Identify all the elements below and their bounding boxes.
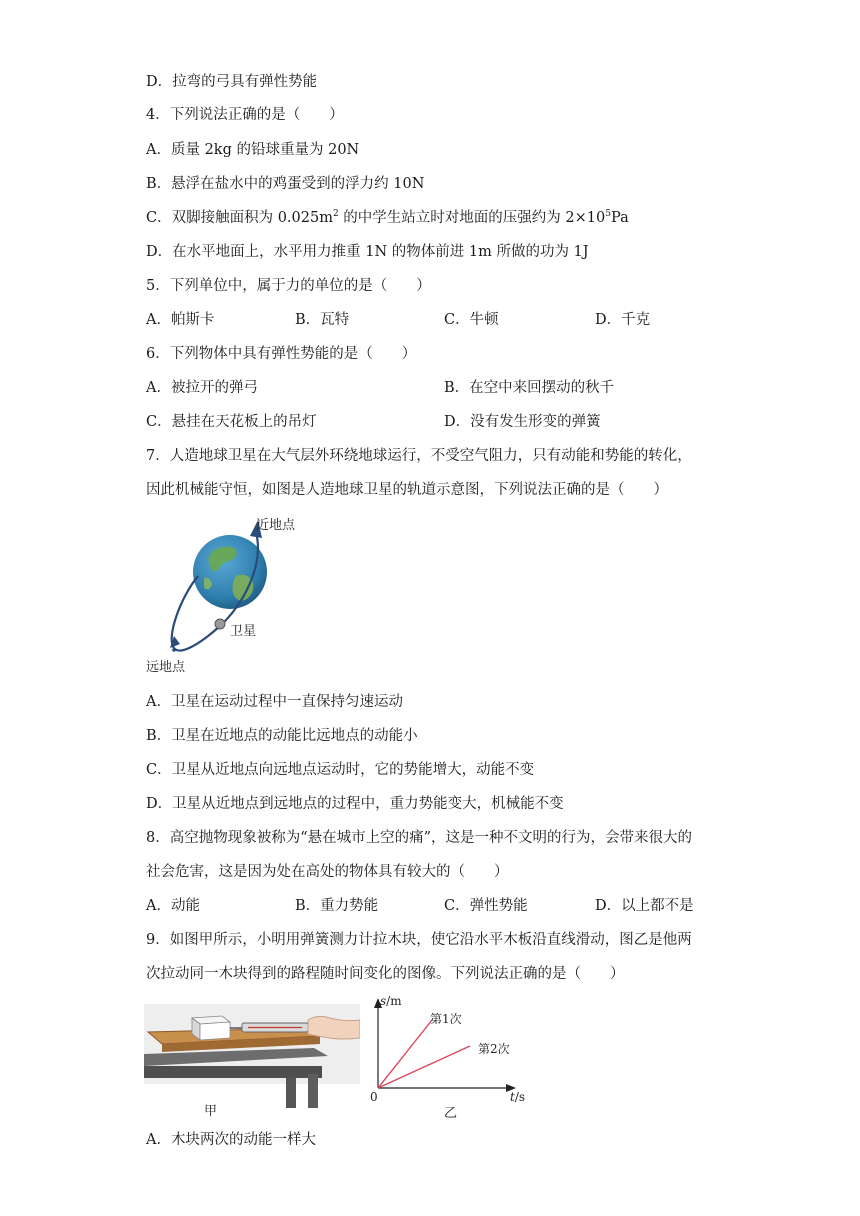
q6-option-b: B．在空中来回摆动的秋千: [444, 380, 615, 396]
table-edge: [144, 1066, 322, 1078]
figure-a-drawing: [144, 1004, 360, 1122]
q5-option-a: A．帕斯卡: [146, 312, 215, 328]
q5-option-d: D．千克: [595, 312, 651, 328]
q4-option-b: B．悬浮在盐水中的鸡蛋受到的浮力约 10N: [146, 176, 425, 192]
wood-block-front: [200, 1022, 230, 1040]
figure-a-spring-scale: [144, 1004, 360, 1122]
q8-option-a: A．动能: [146, 898, 200, 914]
satellite-orbit-figure: [140, 508, 320, 678]
satellite-orbit-diagram: [140, 508, 320, 678]
series-label-1: 第1次: [430, 1012, 462, 1026]
q8-option-b: B．重力势能: [295, 898, 379, 914]
origin-label: 0: [370, 1090, 378, 1104]
q8-stem-line2: 社会危害，这是因为处在高处的物体具有较大的（ ）: [146, 864, 509, 880]
q6-option-a: A．被拉开的弹弓: [146, 380, 258, 396]
q4-option-d: D．在水平地面上，水平用力推重 1N 的物体前进 1m 所做的功为 1J: [146, 244, 589, 260]
q4-option-a: A．质量 2kg 的铅球重量为 20N: [146, 142, 360, 158]
q4-option-c: [146, 208, 629, 228]
q6-stem: 6．下列物体中具有弹性势能的是（ ）: [146, 346, 417, 362]
q4-option-c-part2: 的中学生站立时对地面的压强约为 2×10: [338, 210, 606, 226]
table-leg-right: [308, 1074, 318, 1108]
y-axis-label: [380, 994, 402, 1008]
table-leg-left: [286, 1078, 296, 1108]
figure-a-caption: 甲: [204, 1104, 218, 1119]
label-perigee: 近地点: [256, 518, 296, 533]
q7-option-d: D．卫星从近地点到远地点的过程中，重力势能变大，机械能不变: [146, 796, 564, 812]
apogee-point: [172, 648, 176, 652]
series-line-1: [378, 1020, 432, 1088]
q4-option-c-sup2: 5: [605, 209, 611, 219]
q7-option-a: A．卫星在运动过程中一直保持匀速运动: [146, 694, 403, 710]
label-apogee: 远地点: [146, 660, 186, 675]
q4-stem: 4．下列说法正确的是（ ）: [146, 107, 344, 123]
q5-option-b: B．瓦特: [295, 312, 350, 328]
x-axis-var: t: [510, 1090, 515, 1104]
x-axis-label: [510, 1090, 525, 1104]
q4-option-c-part1: C．双脚接触面积为 0.025m: [146, 210, 333, 226]
label-satellite: 卫星: [230, 624, 257, 639]
q4-option-c-part3: Pa: [610, 210, 629, 226]
q4-option-c-sup1: 2: [332, 209, 339, 219]
q5-stem: 5．下列单位中，属于力的单位的是（ ）: [146, 278, 431, 294]
series-label-2: 第2次: [478, 1042, 510, 1056]
q9-stem-line1: 9．如图甲所示，小明用弹簧测力计拉木块，使它沿水平木板沿直线滑动，图乙是他两: [146, 932, 692, 948]
q3-option-d: D．拉弯的弓具有弹性势能: [146, 74, 318, 90]
earth-globe: [193, 535, 267, 609]
q8-option-c: C．弹性势能: [444, 898, 528, 914]
q6-option-c: C．悬挂在天花板上的吊灯: [146, 414, 317, 430]
q6-option-d: D．没有发生形变的弹簧: [444, 414, 601, 430]
x-axis-unit: /s: [514, 1090, 526, 1104]
q7-stem-line1: 7．人造地球卫星在大气层外环绕地球运行，不受空气阻力，只有动能和势能的转化，: [146, 448, 692, 464]
q7-option-b: B．卫星在近地点的动能比远地点的动能小: [146, 728, 418, 744]
q8-option-d: D．以上都不是: [595, 898, 694, 914]
q9-stem-line2: 次拉动同一木块得到的路程随时间变化的图像。下列说法正确的是（ ）: [146, 966, 625, 982]
q7-stem-line2: 因此机械能守恒，如图是人造地球卫星的轨道示意图，下列说法正确的是（ ）: [146, 482, 668, 498]
q9-option-a: A．木块两次的动能一样大: [146, 1132, 316, 1148]
figure-b-caption: 乙: [444, 1106, 458, 1121]
series-line-2: [378, 1046, 470, 1088]
figure-b-st-graph: [364, 994, 536, 1122]
q8-stem-line1: 8．高空抛物现象被称为“悬在城市上空的痛”，这是一种不文明的行为，会带来很大的: [146, 830, 693, 846]
y-axis-unit: /m: [386, 994, 402, 1008]
q5-option-c: C．牛顿: [444, 312, 499, 328]
q7-option-c: C．卫星从近地点向远地点运动时，它的势能增大，动能不变: [146, 762, 535, 778]
satellite-icon: [215, 619, 225, 629]
y-axis-var: s: [380, 994, 387, 1008]
